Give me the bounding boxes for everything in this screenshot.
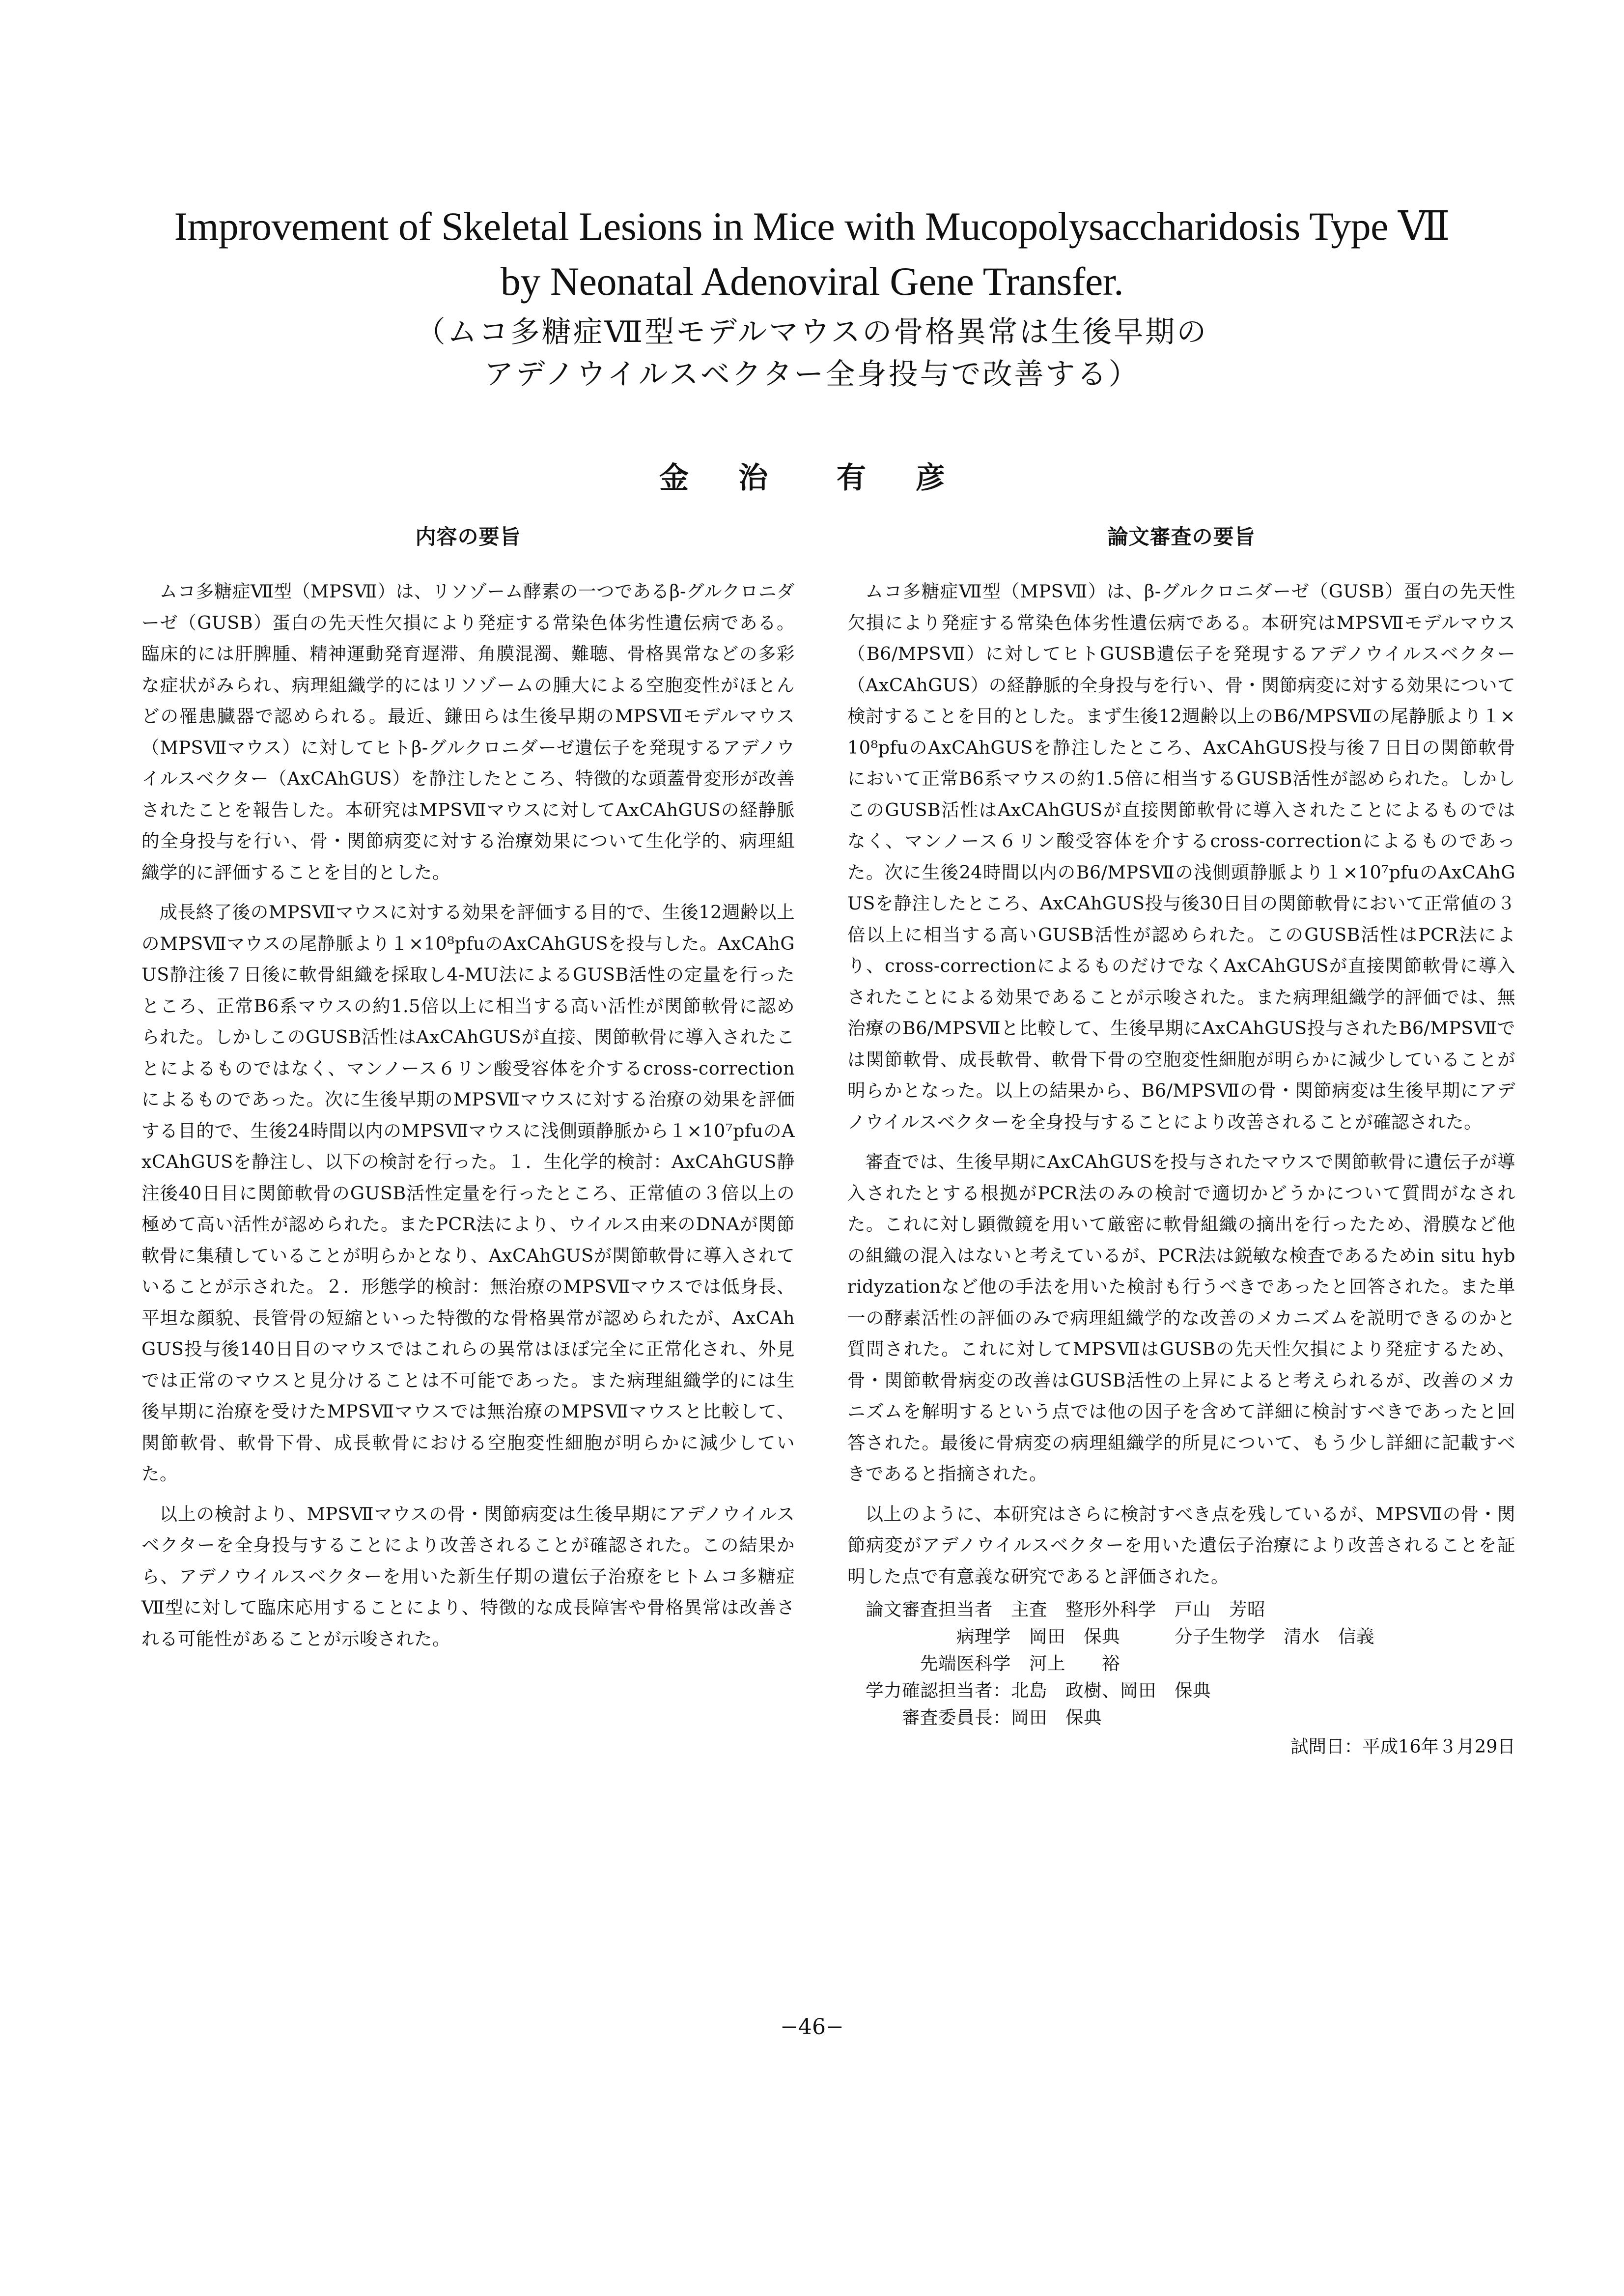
staff-line: 病理学 岡田 保典 分子生物学 清水 信義 (847, 1626, 1374, 1647)
review-staff-list (847, 1596, 1515, 1731)
review-paragraph: 審査では、生後早期にAxCAhGUSを投与されたマウスで関節軟骨に遺伝子が導入されたとする根拠がPCR法のみの検討で適切かどうかについて質問がなされた。これに対し顕微鏡を用いて厳密に軟骨組織の摘出を行ったため、滑膜など他の組織の混入はないと考えているが、PCR法は鋭敏な検査であるためin situ hybridyzationなど他の手法を用いた検討も行うべきであったと回答された。また単一の酵素活性の評価のみで病理組織学的な改善のメカニズムを説明できるのかと質問された。これに対してMPSⅦはGUSBの先天性欠損により発症するため、骨・関節軟骨病変の改善はGUSB活性の上昇によると考えられるが、改善のメカニズムを解明するという点では他の因子を含めて詳細に検討すべきであったと回答された。最後に骨病変の病理組織学的所見について、もう少し詳細に記載すべきであると指摘された。 (847, 1151, 1515, 1484)
author-given-name: 有 彦 (837, 461, 965, 495)
english-title-line-1: Improvement of Skeletal Lesions in Mice with Mucopolysaccharidosis Type Ⅶ (174, 204, 1450, 249)
abstract-heading: 内容の要旨 (415, 525, 521, 549)
review-heading: 論文審査の要旨 (1107, 525, 1256, 549)
staff-line: 論文審査担当者 主査 整形外科学 戸山 芳昭 (847, 1599, 1265, 1620)
english-title-line-2: by Neonatal Adenoviral Gene Transfer. (500, 259, 1124, 304)
staff-line: 審査委員長：岡田 保典 (847, 1707, 1102, 1728)
exam-date: 試問日：平成16年３月29日 (1290, 1736, 1515, 1757)
abstract-paragraph: 成長終了後のMPSⅦマウスに対する効果を評価する目的で、生後12週齢以上のMPSⅦマウスの尾静脈より１×10⁸pfuのAxCAhGUSを投与した。AxCAhGUS静注後７日後に軟骨組織を採取し4-MU法によるGUSB活性の定量を行ったところ、正常B6系マウスの約1.5倍以上に相当する高い活性が関節軟骨に認められた。しかしこのGUSB活性はAxCAhGUSが直接、関節軟骨に導入されたことによるものではなく、マンノース６リン酸受容体を介するcross-correctionによるものであった。次に生後早期のMPSⅦマウスに対する治療の効果を評価する目的で、生後24時間以内のMPSⅦマウスに浅側頭静脈から１×10⁷pfuのAxCAhGUSを静注し、以下の検討を行った。１．生化学的検討：AxCAhGUS静注後40日目に関節軟骨のGUSB活性定量を行ったところ、正常値の３倍以上の極めて高い活性が認められた。またPCR法により、ウイルス由来のDNAが関節軟骨に集積していることが明らかとなり、AxCAhGUSが関節軟骨に導入されていることが示された。２．形態学的検討：無治療のMPSⅦマウスでは低身長、平坦な顔貌、長管骨の短縮といった特徴的な骨格異常が認められたが、AxCAhGUS投与後140日目のマウスではこれらの異常はほぼ完全に正常化され、外見では正常のマウスと見分けることは不可能であった。また病理組織学的には生後早期に治療を受けたMPSⅦマウスでは無治療のMPSⅦマウスと比較して、関節軟骨、軟骨下骨、成長軟骨における空胞変性細胞が明らかに減少していた。 (141, 902, 795, 1484)
page-number: −46− (780, 2014, 844, 2040)
staff-line: 学力確認担当者：北島 政樹、岡田 保典 (847, 1680, 1211, 1701)
review-column (847, 521, 1515, 1760)
staff-line: 先端医科学 河上 裕 (847, 1653, 1120, 1674)
japanese-title-line-1: （ムコ多糖症Ⅶ型モデルマウスの骨格異常は生後早期の (416, 316, 1208, 348)
author-family-name: 金 治 (659, 461, 787, 495)
review-paragraph: 以上のように、本研究はさらに検討すべき点を残しているが、MPSⅦの骨・関節病変がアデノウイルスベクターを用いた遺伝子治療により改善されることを証明した点で有意義な研究であると評価された。 (847, 1503, 1515, 1587)
abstract-column (141, 521, 795, 1654)
review-paragraph: ムコ多糖症Ⅶ型（MPSⅦ）は、β-グルクロニダーゼ（GUSB）蛋白の先天性欠損により発症する常染色体劣性遺伝病である。本研究はMPSⅦモデルマウス（B6/MPSⅦ）に対してヒトGUSB遺伝子を発現するアデノウイルスベクター（AxCAhGUS）の経静脈的全身投与を行い、骨・関節病変に対する効果について検討することを目的とした。まず生後12週齢以上のB6/MPSⅦの尾静脈より１×10⁸pfuのAxCAhGUSを静注したところ、AxCAhGUS投与後７日目の関節軟骨において正常B6系マウスの約1.5倍に相当するGUSB活性が認められた。しかしこのGUSB活性はAxCAhGUSが直接関節軟骨に導入されたことによるものではなく、マンノース６リン酸受容体を介するcross-correctionによるものであった。次に生後24時間以内のB6/MPSⅦの浅側頭静脈より１×10⁷pfuのAxCAhGUSを静注したところ、AxCAhGUS投与後30日目の関節軟骨において正常値の３倍以上に相当する高いGUSB活性が認められた。このGUSB活性はPCR法により、cross-correctionによるものだけでなくAxCAhGUSが直接関節軟骨に導入されたことによる効果であることが示唆された。また病理組織学的評価では、無治療のB6/MPSⅦと比較して、生後早期にAxCAhGUS投与されたB6/MPSⅦでは関節軟骨、成長軟骨、軟骨下骨の空胞変性細胞が明らかに減少していることが明らかとなった。以上の結果から、B6/MPSⅦの骨・関節病変は生後早期にアデノウイルスベクターを全身投与することにより改善されることが確認された。 (847, 581, 1515, 1133)
japanese-title-line-2: アデノウイルスベクター全身投与で改善する） (484, 358, 1140, 391)
author-name (0, 454, 1624, 497)
title-block (147, 199, 1477, 396)
abstract-paragraph: 以上の検討より、MPSⅦマウスの骨・関節病変は生後早期にアデノウイルスベクターを全身投与することにより改善されることが確認された。この結果から、アデノウイルスベクターを用いた新生仔期の遺伝子治療をヒトムコ多糖症Ⅶ型に対して臨床応用することにより、特徴的な成長障害や骨格異常は改善される可能性があることが示唆された。 (141, 1503, 795, 1649)
abstract-paragraph: ムコ多糖症Ⅶ型（MPSⅦ）は、リソゾーム酵素の一つであるβ-グルクロニダーゼ（GUSB）蛋白の先天性欠損により発症する常染色体劣性遺伝病である。臨床的には肝脾腫、精神運動発育遅滞、角膜混濁、難聴、骨格異常などの多彩な症状がみられ、病理組織学的にはリソゾームの腫大による空胞変性がほとんどの罹患臓器で認められる。最近、鎌田らは生後早期のMPSⅦモデルマウス（MPSⅦマウス）に対してヒトβ-グルクロニダーゼ遺伝子を発現するアデノウイルスベクター（AxCAhGUS）を静注したところ、特徴的な頭蓋骨変形が改善されたことを報告した。本研究はMPSⅦマウスに対してAxCAhGUSの経静脈的全身投与を行い、骨・関節病変に対する治療効果について生化学的、病理組織学的に評価することを目的とした。 (141, 581, 795, 883)
